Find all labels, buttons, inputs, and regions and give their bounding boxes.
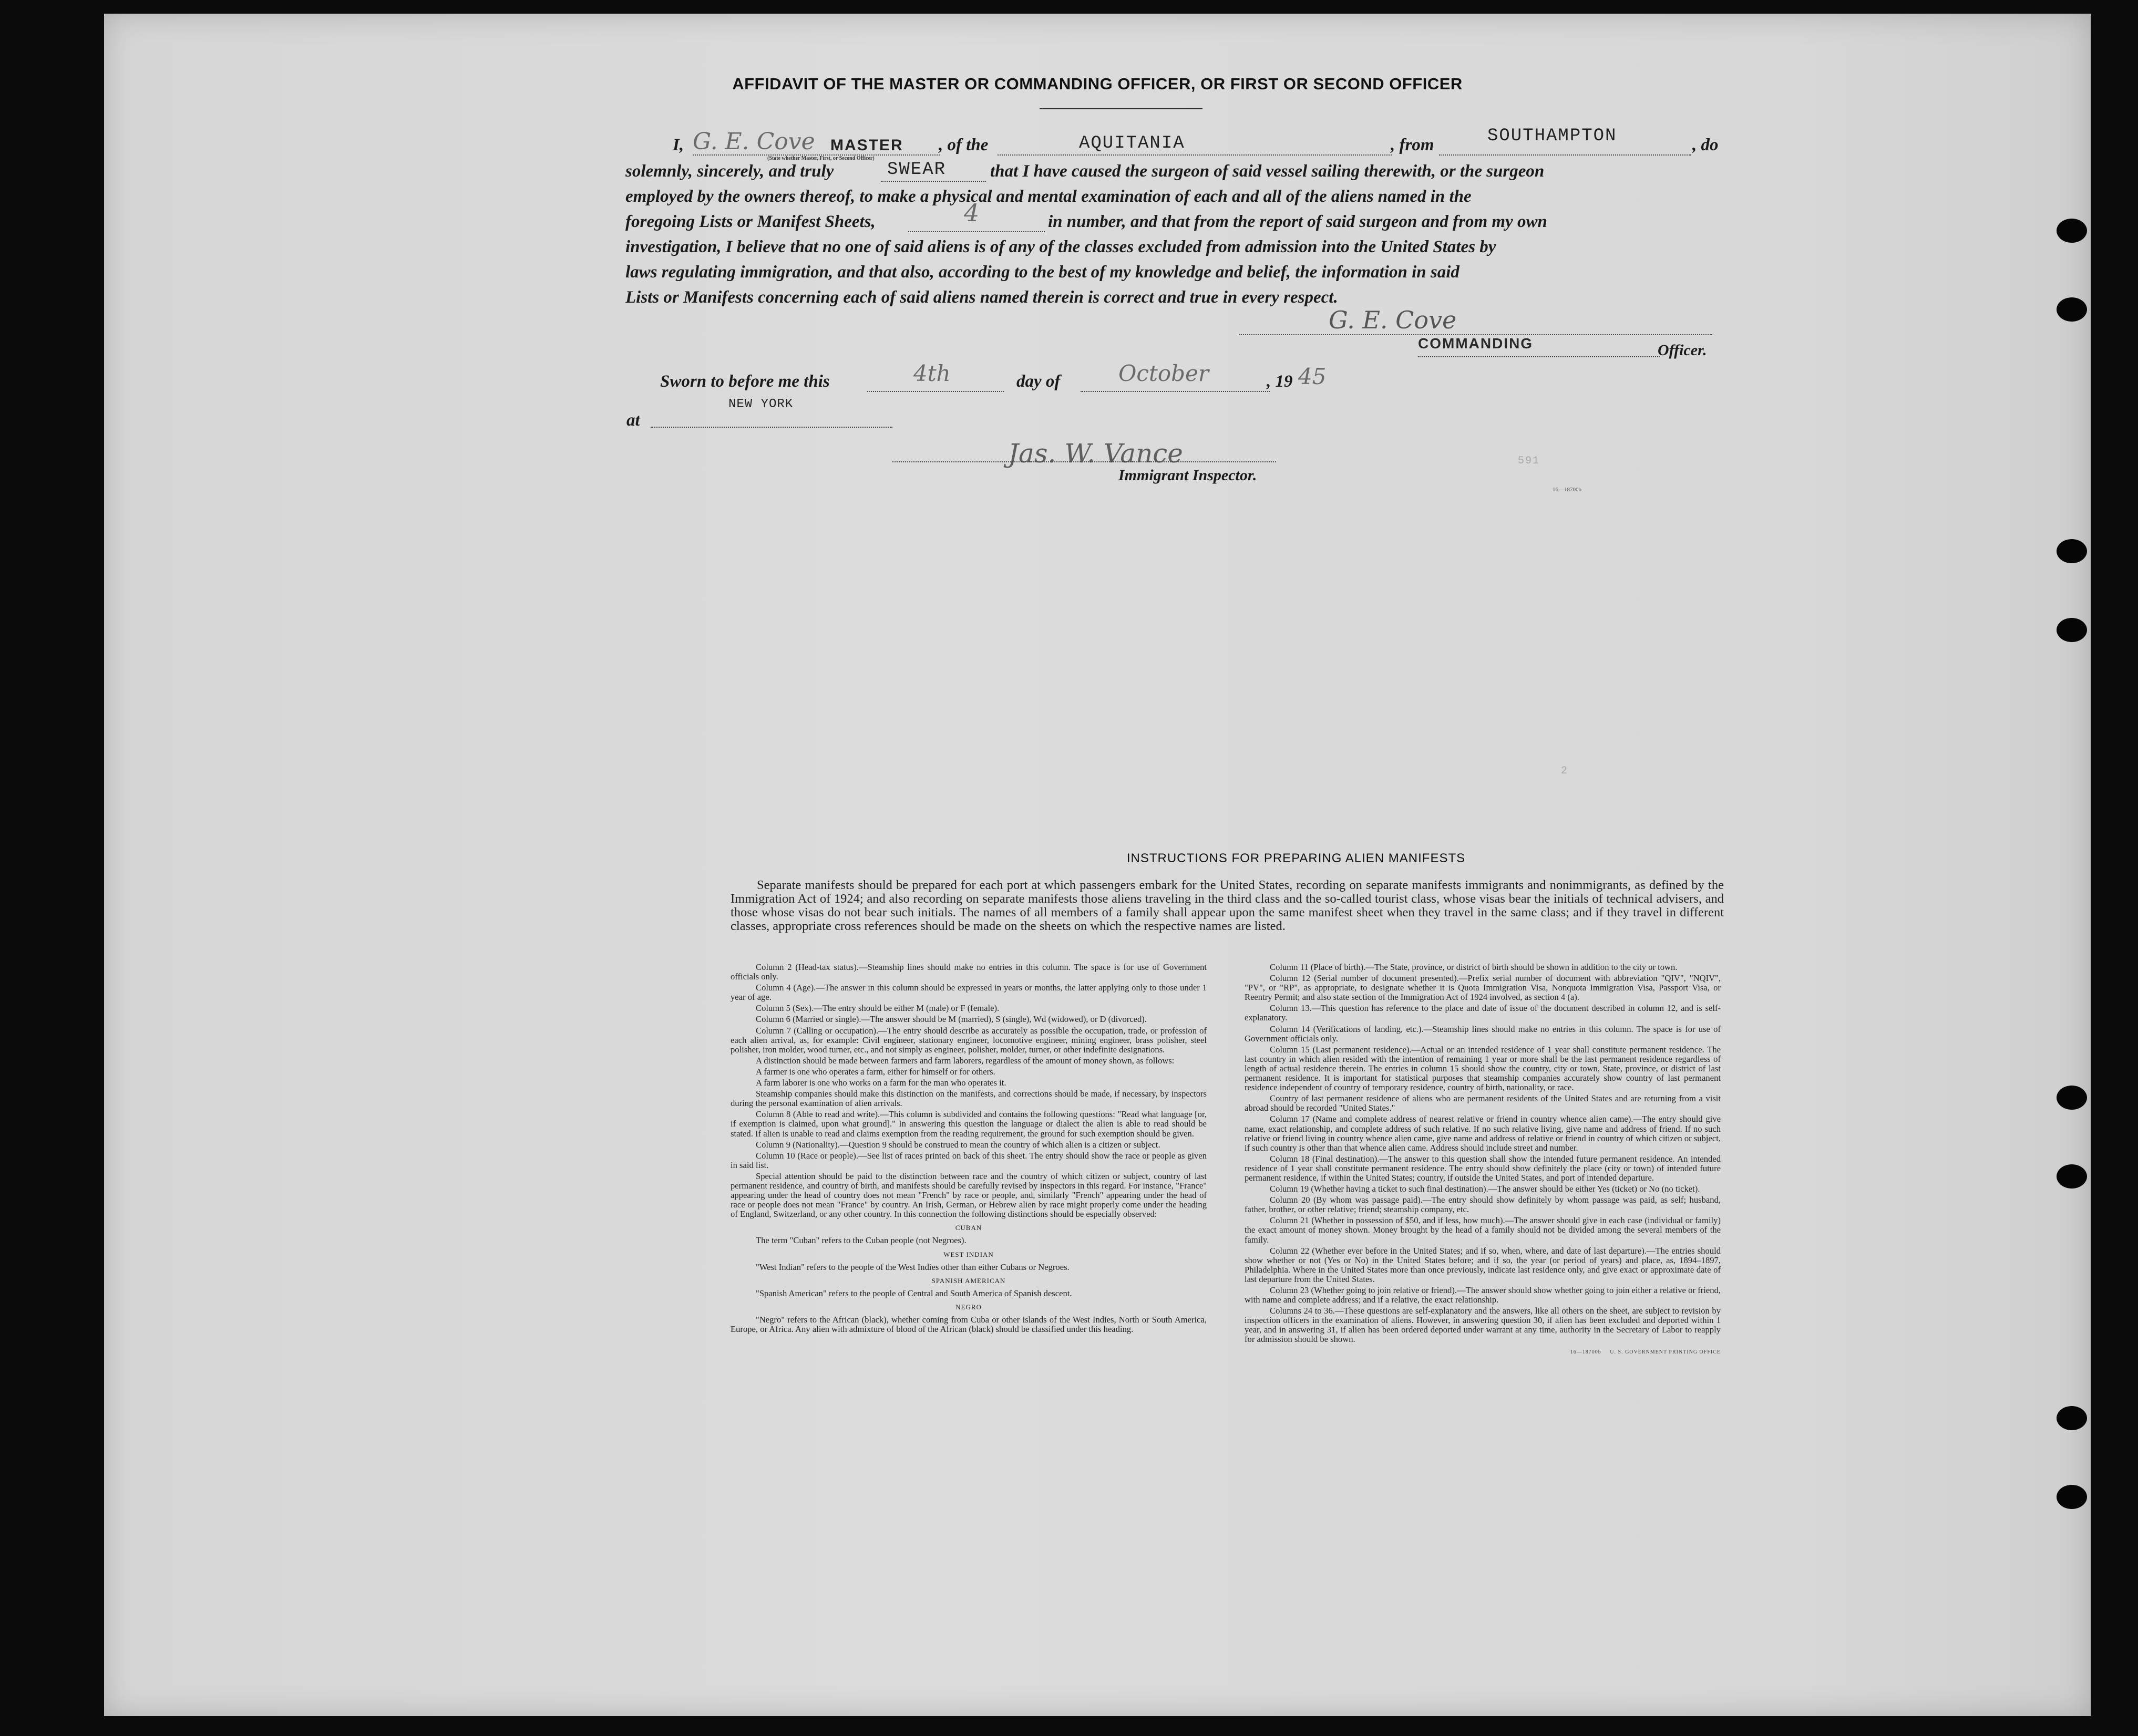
line1-of-the: , of the xyxy=(939,136,989,154)
officer-signature: G. E. Cove xyxy=(1329,306,1457,334)
place-dotline xyxy=(651,427,892,428)
instruction-paragraph: Column 12 (Serial number of document presented).—Prefix serial number of document with abbreviation "QIV", "NQIV", "PV", or "RP", as appropriate, to designate whether it is Quota Immigration Visa, Nonquota Immigration Visa, Passport Visa, or Reentry Permit; and also state section of the Immigration Act of 1924 involved, as section 4 (a). xyxy=(1245,973,1721,1003)
instruction-paragraph: Column 21 (Whether in possession of $50, and if less, how much).—The answer should give in each case (individual or family) the exact amount of money shown. Money brought by the head of a family should not be divided among the several members of the family. xyxy=(1245,1215,1721,1245)
instruction-paragraph: Column 18 (Final destination).—The answer to this question shall show the intended future permanent residence. An intended residence of 1 year shall constitute permanent residence. The entry should show definitely the place (city or town) of intended future permanent residence, if within the United States; country, if outside the United States, and port of intended departure. xyxy=(1245,1153,1721,1183)
instructions-right-column xyxy=(1245,963,1721,1357)
punch-hole xyxy=(2057,1086,2087,1110)
punch-hole xyxy=(2057,539,2087,563)
officer-dotline xyxy=(1418,356,1660,357)
inspector-signature: Jas. W. Vance xyxy=(1008,438,1183,469)
instruction-paragraph: A farm laborer is one who works on a farm for the man who operates it. xyxy=(756,1078,1006,1088)
sworn-b: day of xyxy=(1016,372,1061,391)
oath-dotline xyxy=(881,181,986,182)
line5: investigation, I believe that no one of said aliens is of any of the classes excluded from admission into the United States by xyxy=(625,237,1496,256)
officer-label: Officer. xyxy=(1658,342,1707,359)
instruction-paragraph: Column 8 (Able to read and write).—This column is subdivided and contains the following questions: "Read what language [or, if exemption is claimed, upon what ground]." In answering this question the language or dialect the alien is able to read should be stated. If alien is unable to read and claims exemption from the reading requirement, the ground for such exemption should be given. xyxy=(731,1109,1207,1139)
port-dotline xyxy=(1439,154,1691,156)
title-rule xyxy=(1040,108,1202,109)
spanish-american-heading: SPANISH AMERICAN xyxy=(931,1276,1006,1285)
at-label: at xyxy=(626,411,640,430)
affidavit-title: AFFIDAVIT OF THE MASTER OR COMMANDING OFFICER, OR FIRST OR SECOND OFFICER xyxy=(732,75,1463,93)
line1-do: , do xyxy=(1692,136,1719,154)
negro-heading: NEGRO xyxy=(955,1303,982,1311)
instruction-paragraph: Column 23 (Whether going to join relative or friend).—The answer should show whether going to join either a relative or friend, with name and complete address; and if a relative, the exact relationship. xyxy=(1245,1285,1721,1305)
line4-b: in number, and that from the report of said surgeon and from my own xyxy=(1048,212,1547,231)
sworn-month: October xyxy=(1118,360,1209,386)
inspector-label: Immigrant Inspector. xyxy=(1118,467,1257,484)
line7: Lists or Manifests concerning each of said aliens named therein is correct and true in every respect. xyxy=(625,288,1338,307)
west-indian-text: "West Indian" refers to the people of the West Indies other than either Cubans or Negroes. xyxy=(756,1262,1070,1272)
punch-hole xyxy=(2057,297,2087,322)
punch-hole xyxy=(2057,1485,2087,1509)
punch-hole xyxy=(2057,618,2087,642)
instruction-paragraph: Column 22 (Whether ever before in the United States; and if so, when, where, and date of last departure).—The entries should show whether or not (Yes or No) in the United States before; and if so, the year (or period of years) and place, as, 1894–1897, Philadelphia. Where in the United States more than once previously, indicate last residence only, and give exact or approximate date of last departure from the United States. xyxy=(1245,1245,1721,1284)
instruction-paragraph: Column 14 (Verifications of landing, etc.).—Steamship lines should make no entries in this column. The space is for use of Government officials only. xyxy=(1245,1024,1721,1043)
negro-text: "Negro" refers to the African (black), whether coming from Cuba or other islands of the West Indies, North or South America, Europe, or Africa. Any alien with admixture of blood of the African (black) should be classified under this heading. xyxy=(731,1315,1207,1335)
line6: laws regulating immigration, and that also, according to the best of my knowledge and belief, the information in said xyxy=(625,263,1459,282)
footer xyxy=(1245,1346,1721,1357)
instructions-title: INSTRUCTIONS FOR PREPARING ALIEN MANIFESTS xyxy=(1126,851,1466,865)
commanding-stamp: COMMANDING xyxy=(1418,335,1534,352)
instruction-paragraph: Column 19 (Whether having a ticket to such final destination).—The answer should be either Yes (ticket) or No (no ticket). xyxy=(1270,1184,1700,1194)
line1-from: , from xyxy=(1391,136,1434,154)
instruction-paragraph: A farmer is one who operates a farm, either for himself or for others. xyxy=(756,1066,995,1077)
instruction-paragraph: Column 5 (Sex).—The entry should be either M (male) or F (female). xyxy=(756,1003,1000,1014)
instruction-paragraph: Column 10 (Race or people).—See list of races printed on back of this sheet. The entry should show the race or people as given in said list. xyxy=(731,1150,1207,1170)
instruction-paragraph: Column 9 (Nationality).—Question 9 should be construed to mean the country of which alien is a citizen or subject. xyxy=(756,1139,1160,1150)
line2-b: that I have caused the surgeon of said vessel sailing therewith, or the surgeon xyxy=(990,162,1545,181)
cuban-heading: CUBAN xyxy=(955,1224,982,1232)
instruction-paragraph: Columns 24 to 36.—These questions are self-explanatory and the answers, like all others on the sheet, are subject to revision by inspection officers in the examination of aliens. However, in answering question 30, if alien has been excluded and deported within 1 year, and in answering 31, if alien has been ordered deported under warrant at any time, authority in the Secretary of Labor to reapply for admission should be shown. xyxy=(1245,1306,1721,1345)
sworn-year-prefix: , 19 xyxy=(1267,372,1293,391)
sheets-count: 4 xyxy=(964,199,980,227)
line2-a: solemnly, sincerely, and truly xyxy=(625,162,834,181)
month-dotline xyxy=(1081,391,1270,392)
day-dotline xyxy=(867,391,1004,392)
line3: employed by the owners thereof, to make a physical and mental examination of each and all of the aliens named in the xyxy=(625,187,1472,206)
west-indian-heading: WEST INDIAN xyxy=(943,1250,994,1258)
footer-code: 16—18700b xyxy=(1570,1349,1601,1355)
instruction-paragraph: A distinction should be made between farmers and farm laborers, regardless of the amount of money shown, as follows: xyxy=(756,1055,1175,1066)
sworn-year: 45 xyxy=(1298,364,1327,389)
signer-handwritten: G. E. Cove xyxy=(693,128,815,155)
manifest-sheet xyxy=(104,14,2091,1716)
instruction-paragraph: Column 11 (Place of birth).—The State, province, or district of birth should be shown in addition to the city or town. xyxy=(1270,962,1678,972)
cuban-text: The term "Cuban" refers to the Cuban people (not Negroes). xyxy=(756,1235,967,1246)
spanish-american-text: "Spanish American" refers to the people of Central and South America of Spanish descent. xyxy=(756,1288,1072,1298)
count-dotline xyxy=(908,231,1045,232)
instruction-paragraph: Country of last permanent residence of aliens who are permanent residents of the United States and are returning from a visit abroad should be recorded "United States." xyxy=(1245,1093,1721,1113)
vessel-name: AQUITANIA xyxy=(1079,133,1185,153)
instruction-paragraph: Column 15 (Last permanent residence).—Actual or an intended residence of 1 year shall constitute permanent residence. The last country in which alien resided with the intention of remaining 1 year or more shall be the last permanent residence regardless of length of actual residence therein. The entries in column 15 should show the country, city or town, State, province, or district of last permanent residence. It is important for statistical purposes that steamship companies accurately show country of last permanent residence independent of country of temporary residence, country of birth, nationality, or race. xyxy=(1245,1044,1721,1093)
instruction-paragraph: Column 4 (Age).—The answer in this column should be expressed in years or months, the latter applying only to those under 1 year of age. xyxy=(731,983,1207,1003)
inspector-dotline xyxy=(892,461,1276,462)
instruction-paragraph: Column 13.—This question has reference to the place and date of issue of the document described in column 12, and is self-explanatory. xyxy=(1245,1003,1721,1023)
instruction-paragraph: Column 7 (Calling or occupation).—The entry should describe as accurately as possible the occupation, trade, or profession of each alien arrival, as, for example: Civil engineer, stationary engineer, locomotive engineer, mining engineer, brass polisher, steel polisher, iron molder, wood turner, etc., and not simply as engineer, polisher, molder, turner, or other indefinite designations. xyxy=(731,1025,1207,1055)
faint-mark: 2 xyxy=(1561,765,1569,777)
punch-hole xyxy=(2057,219,2087,243)
instructions-left-column xyxy=(731,963,1207,1336)
line1-i: I, xyxy=(673,136,684,154)
oath-typed: SWEAR xyxy=(887,160,947,180)
instructions-intro: Separate manifests should be prepared for each port at which passengers embark for the United States, recording on separate manifests immigrants and nonimmigrants, as defined by the Immigration Act of 1924; and also recording on separate manifests those aliens traveling in the third class and the so-called tourist class, whose visas bear the initials of technical advisers, and those whose visas do not bear such initials. The names of all members of a family shall appear upon the same manifest sheet when they travel in the same class; and if they travel in different classes, appropriate cross references should be made on the sheets on which the respective names are listed. xyxy=(731,878,1724,933)
rank-typed: MASTER xyxy=(830,137,903,154)
instruction-paragraph: Steamship companies should make this distinction on the manifests, and corrections should be made, if necessary, by inspectors during the personal examination of alien arrivals. xyxy=(731,1089,1207,1109)
instruction-paragraph: Special attention should be paid to the distinction between race and the country of which citizen or subject, country of last permanent residence, and country of birth, and manifests should be carefully revised by inspectors in this regard. For instance, "France" appearing under the head of country does not mean "French" by race or people, and, similarly "French" appearing under the head of race or people does not mean "France" by country. An Irish, German, or Hebrew alien by race might properly come under the heading of England, Switzerland, or any other country. In this connection the following distinctions should be especially observed: xyxy=(731,1171,1207,1220)
form-code-top: 16—18700b xyxy=(1553,487,1581,493)
instruction-paragraph: Column 20 (By whom was passage paid).—The entry should show definitely by whom passage was paid, as self; husband, father, brother, or other relative; friend; steamship company, etc. xyxy=(1245,1195,1721,1215)
footer-printer: U. S. GOVERNMENT PRINTING OFFICE xyxy=(1610,1349,1721,1355)
instruction-paragraph: Column 6 (Married or single).—The answer should be M (married), S (single), Wd (widowed), or D (divorced). xyxy=(756,1014,1147,1025)
rank-note: (State whether Master, First, or Second Officer) xyxy=(767,156,875,161)
instruction-paragraph: Column 2 (Head-tax status).—Steamship lines should make no entries in this column. The space is for use of Government officials only. xyxy=(731,962,1207,982)
sworn-a: Sworn to before me this xyxy=(660,372,830,391)
vessel-dotline xyxy=(998,154,1392,156)
punch-hole xyxy=(2057,1164,2087,1189)
punch-hole xyxy=(2057,1406,2087,1430)
place-typed: NEW YORK xyxy=(728,397,794,411)
line4-a: foregoing Lists or Manifest Sheets, xyxy=(625,212,876,231)
port-name: SOUTHAMPTON xyxy=(1487,126,1617,146)
instruction-paragraph: Column 17 (Name and complete address of nearest relative or friend in country whence alien came).—The entry should give name, exact relationship, and complete address of such relative. If no such relative living, give name and address of friend. If no such relative or friend living in country whence alien came, give name and address of relative or friend in country of which citizen or subject, if such country is other than that whence alien came. Address should include street and number. xyxy=(1245,1114,1721,1153)
faint-mark: 591 xyxy=(1518,455,1540,467)
sworn-day: 4th xyxy=(913,360,951,386)
